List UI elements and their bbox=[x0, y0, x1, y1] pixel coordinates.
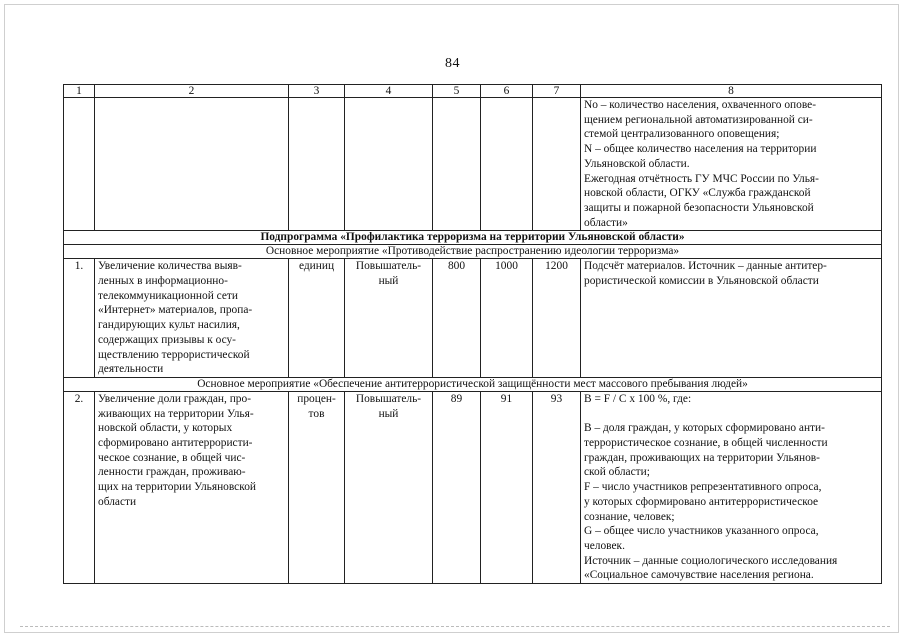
text-line: тов bbox=[308, 407, 325, 420]
text-line bbox=[584, 407, 878, 422]
text-line: «Интернет» материалов, пропа- bbox=[98, 304, 253, 317]
row-number: 2. bbox=[64, 391, 95, 583]
text-line: сформировано антитеррористи- bbox=[98, 437, 253, 450]
subprogram-title: Подпрограмма «Профилактика терроризма на территории Ульяновской области» bbox=[64, 231, 882, 245]
text-line: ской области; bbox=[584, 466, 650, 479]
row-number: 1. bbox=[64, 259, 95, 378]
unit bbox=[289, 391, 345, 583]
method bbox=[581, 259, 882, 378]
activity-row-2 bbox=[64, 377, 882, 391]
continuation-row bbox=[64, 98, 882, 231]
text-line: B = F / C x 100 %, где: bbox=[584, 392, 692, 405]
header-col-5: 5 bbox=[433, 85, 481, 98]
unit: единиц bbox=[289, 259, 345, 378]
value-year-3: 93 bbox=[533, 391, 581, 583]
text-line: щих на территории Ульяновской bbox=[98, 481, 256, 494]
text-line: содержащих призывы к осу- bbox=[98, 333, 236, 346]
text-line: щением региональной автоматизированной си- bbox=[584, 113, 813, 126]
header-row bbox=[64, 85, 882, 98]
header-col-1: 1 bbox=[64, 85, 95, 98]
text-line: телекоммуникационной сети bbox=[98, 289, 238, 302]
text-line: «Социальное самочувствие населения региона. bbox=[584, 569, 814, 582]
indicator-row-2 bbox=[64, 391, 882, 583]
text-line: N – общее количество населения на территории bbox=[584, 143, 817, 156]
indicator-row-1 bbox=[64, 259, 882, 378]
text-line: F – число участников репрезентативного опроса, bbox=[584, 481, 822, 494]
header-col-6: 6 bbox=[481, 85, 533, 98]
value-year-3: 1200 bbox=[533, 259, 581, 378]
header-col-8: 8 bbox=[581, 85, 882, 98]
scan-edge bbox=[20, 626, 890, 627]
text-line: Источник – данные социологического исследования bbox=[584, 554, 838, 567]
text-line: террористическое сознание, в общей численности bbox=[584, 437, 828, 450]
trend bbox=[345, 391, 433, 583]
activity-title-2: Основное мероприятие «Обеспечение антитеррористической защищённости мест массового пребывания людей» bbox=[64, 377, 882, 391]
text-line: Ежегодная отчётность ГУ МЧС России по Улья- bbox=[584, 172, 819, 185]
text-line: No – количество населения, охваченного опове- bbox=[584, 99, 816, 111]
text-line: ществлению террористической bbox=[98, 348, 250, 361]
continuation-method-cell bbox=[581, 98, 882, 231]
text-line: граждан, проживающих на территории Ульянов- bbox=[584, 451, 820, 464]
text-line: живающих на территории Улья- bbox=[98, 407, 254, 420]
subprogram-row bbox=[64, 231, 882, 245]
text-line: ленных в информационно- bbox=[98, 275, 228, 288]
text-line: ческое сознание, в общей чис- bbox=[98, 451, 246, 464]
text-line: стемой централизованного оповещения; bbox=[584, 128, 780, 141]
text-line: у которых сформировано антитеррористическое bbox=[584, 495, 819, 508]
text-line: человек. bbox=[584, 539, 625, 552]
text-line: Увеличение количества выяв- bbox=[98, 260, 242, 273]
header-col-4: 4 bbox=[345, 85, 433, 98]
indicator-name bbox=[95, 259, 289, 378]
header-col-7: 7 bbox=[533, 85, 581, 98]
page-number: 84 bbox=[445, 56, 460, 71]
text-line: Ульяновской области. bbox=[584, 157, 690, 170]
text-line: процен- bbox=[297, 392, 336, 405]
text-line: гандирующих культ насилия, bbox=[98, 319, 240, 332]
indicator-name bbox=[95, 391, 289, 583]
value-year-2: 91 bbox=[481, 391, 533, 583]
text-line: области» bbox=[584, 216, 628, 229]
text-line: Повышатель- bbox=[355, 392, 422, 405]
text-line: Повышатель- bbox=[355, 260, 422, 273]
value-year-1: 800 bbox=[433, 259, 481, 378]
text-line: новской области, ОГКУ «Служба гражданской bbox=[584, 187, 811, 200]
text-line: ный bbox=[378, 407, 399, 420]
text-line: B – доля граждан, у которых сформировано анти- bbox=[584, 422, 825, 435]
indicators-table bbox=[63, 84, 882, 584]
text-line: Подсчёт материалов. Источник – данные антитер- bbox=[584, 260, 827, 273]
text-line: рористической комиссии в Ульяновской области bbox=[584, 275, 819, 288]
text-line: деятельности bbox=[98, 363, 164, 376]
text-line: новской области, у которых bbox=[98, 422, 233, 435]
method bbox=[581, 391, 882, 583]
text-line: сознание, человек; bbox=[584, 510, 675, 523]
text-line: ный bbox=[378, 275, 399, 288]
value-year-2: 1000 bbox=[481, 259, 533, 378]
header-col-3: 3 bbox=[289, 85, 345, 98]
header-col-2: 2 bbox=[95, 85, 289, 98]
text-line: Увеличение доли граждан, про- bbox=[98, 392, 251, 405]
text-line: G – общее число участников указанного опроса, bbox=[584, 525, 819, 538]
trend bbox=[345, 259, 433, 378]
text-line: защиты и пожарной безопасности Ульяновской bbox=[584, 201, 814, 214]
activity-title-1: Основное мероприятие «Противодействие распространению идеологии терроризма» bbox=[64, 245, 882, 259]
text-line: ленности граждан, проживаю- bbox=[98, 466, 246, 479]
value-year-1: 89 bbox=[433, 391, 481, 583]
text-line: области bbox=[98, 495, 137, 508]
activity-row-1 bbox=[64, 245, 882, 259]
